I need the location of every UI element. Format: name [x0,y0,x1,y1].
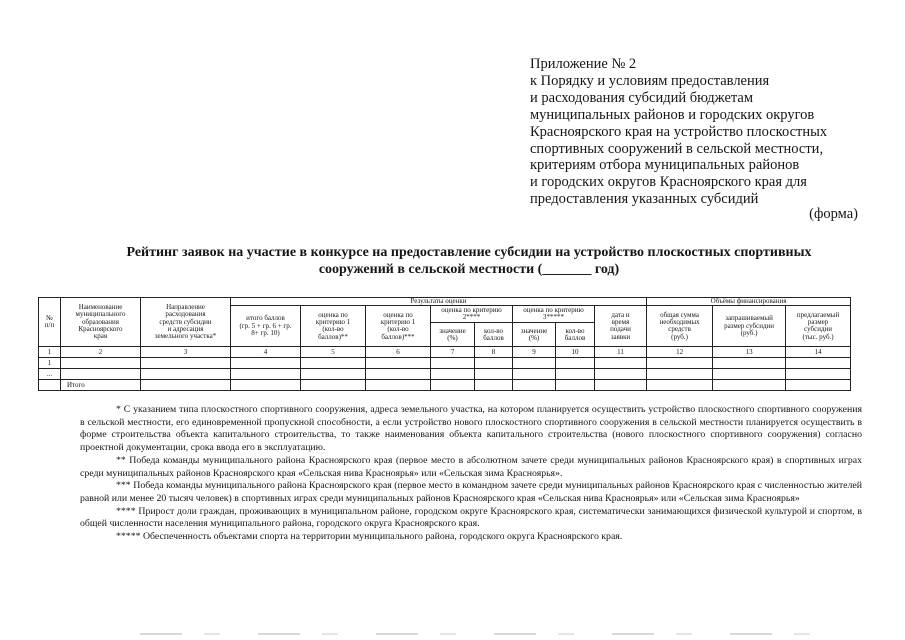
column-number: 11 [595,347,647,358]
table-cell [786,380,851,391]
table-cell [786,369,851,380]
column-number: 12 [647,347,713,358]
table-cell [301,358,366,369]
column-number: 7 [431,347,475,358]
column-numbers-row [39,347,851,358]
column-number: 3 [141,347,231,358]
table-cell [595,358,647,369]
column-number: 4 [231,347,301,358]
col-header-municipality: Наименование муниципального образования Красноярского края [61,298,141,347]
table-cell [61,358,141,369]
appendix-line: муниципальных районов и городских округов [530,106,815,123]
document-title [30,244,905,278]
column-number: 14 [786,347,851,358]
appendix-line: к Порядку и условиям предоставления [530,72,770,89]
form-label: (форма) [809,206,858,222]
table-cell [647,358,713,369]
table-cell [556,358,595,369]
col-header-criterion2: оценка по критерию 2**** [431,306,513,323]
table-cell [141,358,231,369]
table-cell [366,369,431,380]
table-cell [431,358,475,369]
col-header-proposed: предлагаемый размер субсидии (тыс. руб.) [786,306,851,347]
appendix-line: предоставления указанных субсидий [530,191,759,208]
table-cell [61,369,141,380]
table-cell [301,369,366,380]
table-cell [513,369,556,380]
table-cell [513,358,556,369]
column-number: 2 [61,347,141,358]
appendix-line: и городских округов Красноярского края для [530,174,807,191]
col-header-criterion2-points: кол-во баллов [475,323,513,347]
table-cell [231,380,301,391]
document-title-line: сооружений в сельской местности (_______ год) [318,262,620,277]
table-cell [647,380,713,391]
col-header-requested: запрашиваемый размер субсидии (руб.) [713,306,786,347]
col-header-criterion1-b: оценка по критерию 1 (кол-во баллов)*** [366,306,431,347]
column-number: 6 [366,347,431,358]
table-cell [713,358,786,369]
group-header-results: Результаты оценки [231,298,647,306]
col-header-criterion3-points: кол-во баллов [556,323,595,347]
table-cell [556,369,595,380]
rating-table [38,297,851,391]
footnote: * С указанием типа плоскостного спортивного сооружения, адреса земельного участка, на котором планируется осуществить устройство плоскостного спортивного сооружения в сельской местности, его единовременной пропускной способности, а если устройство нового плоскостного спортивного сооружения в сельской местности планируется осуществить в форме строительства объекта капитального строительства, то также наименования объекта капитального строительства (нового плоскостного спортивного сооружения) согласно проектной документации, срока ввода его в эксплуатацию. [80,404,862,454]
appendix-line: Красноярского края на устройство плоскостных [530,123,828,140]
col-header-num: № п/п [39,298,61,347]
col-header-total-points: итого баллов (гр. 5 + гр. 6 + гр. 8+ гр. 10) [231,306,301,347]
table-cell [431,380,475,391]
appendix-title: Приложение № 2 [530,56,637,72]
table-cell [713,380,786,391]
column-number: 5 [301,347,366,358]
table-cell [475,358,513,369]
table-header-row [39,298,851,306]
column-number: 1 [39,347,61,358]
table-cell [301,380,366,391]
table-cell [475,380,513,391]
footnote: *** Победа команды муниципального района Красноярского края (первое место в командном зачете среди муниципальных районов Красноярского края с численностью жителей равной или менее 20 тысяч человек) в спортивных играх среди муниципальных районов Красноярского края «Сельская нива Красноярья» или «Сельская зима Красноярья» [80,480,862,504]
table-cell [231,358,301,369]
footnote: **** Прирост доли граждан, проживающих в муниципальном районе, городском округе Красноярского края, систематически занимающихся физической культурой и спортом, в общей численности населения муниципального района, городского округа Красноярского края. [80,505,862,530]
appendix-header [530,56,827,208]
row-number: 1 [39,358,61,369]
table-cell [713,369,786,380]
footnotes [80,404,862,544]
table-cell [647,369,713,380]
row-number: ... [39,369,61,380]
table-cell [431,369,475,380]
document-title-line: Рейтинг заявок на участие в конкурсе на предоставление субсидии на устройство плоскостных спортивных [126,245,812,260]
scan-edge-artifact [140,633,840,635]
col-header-criterion3-value: значение (%) [513,323,556,347]
col-header-criterion2-value: значение (%) [431,323,475,347]
group-header-finance: Объёмы финансирования [647,298,851,306]
total-row [39,380,851,391]
column-number: 8 [475,347,513,358]
table-cell [595,369,647,380]
table-cell [513,380,556,391]
table-cell [366,380,431,391]
footnote: ***** Обеспеченность объектами спорта на территории муниципального района, городского округа Красноярского края. [116,531,623,543]
table-cell [231,369,301,380]
table-cell [595,380,647,391]
table-cell [141,380,231,391]
table-row [39,369,851,380]
col-header-total-needed: общая сумма необходимых средств (руб.) [647,306,713,347]
col-header-direction: Направление расходования средств субсидии и адресация земельного участка* [141,298,231,347]
table-cell [366,358,431,369]
appendix-line: критериям отбора муниципальных районов [530,157,800,174]
table-cell [786,358,851,369]
column-number: 10 [556,347,595,358]
col-header-submitted-at: дата и время подачи заявки [595,306,647,347]
column-number: 9 [513,347,556,358]
appendix-line: и расходования субсидий бюджетам [530,89,754,106]
footnote: ** Победа команды муниципального района Красноярского края (первое место в абсолютном зачете среди муниципальных районов Красноярского края) в спортивных играх среди муниципальных районов Красноярского края «Сельская нива Красноярья» или «Сельская зима Красноярья». [80,454,862,479]
table-cell [141,369,231,380]
col-header-criterion3: оценка по критерию 3***** [513,306,595,323]
table-cell [556,380,595,391]
table-cell [39,380,61,391]
col-header-criterion1-a: оценка по критерию 1 (кол-во баллов)** [301,306,366,347]
total-label: Итого [61,380,141,391]
table-row [39,358,851,369]
appendix-line: спортивных сооружений в сельской местности, [530,140,824,157]
table-cell [475,369,513,380]
column-number: 13 [713,347,786,358]
